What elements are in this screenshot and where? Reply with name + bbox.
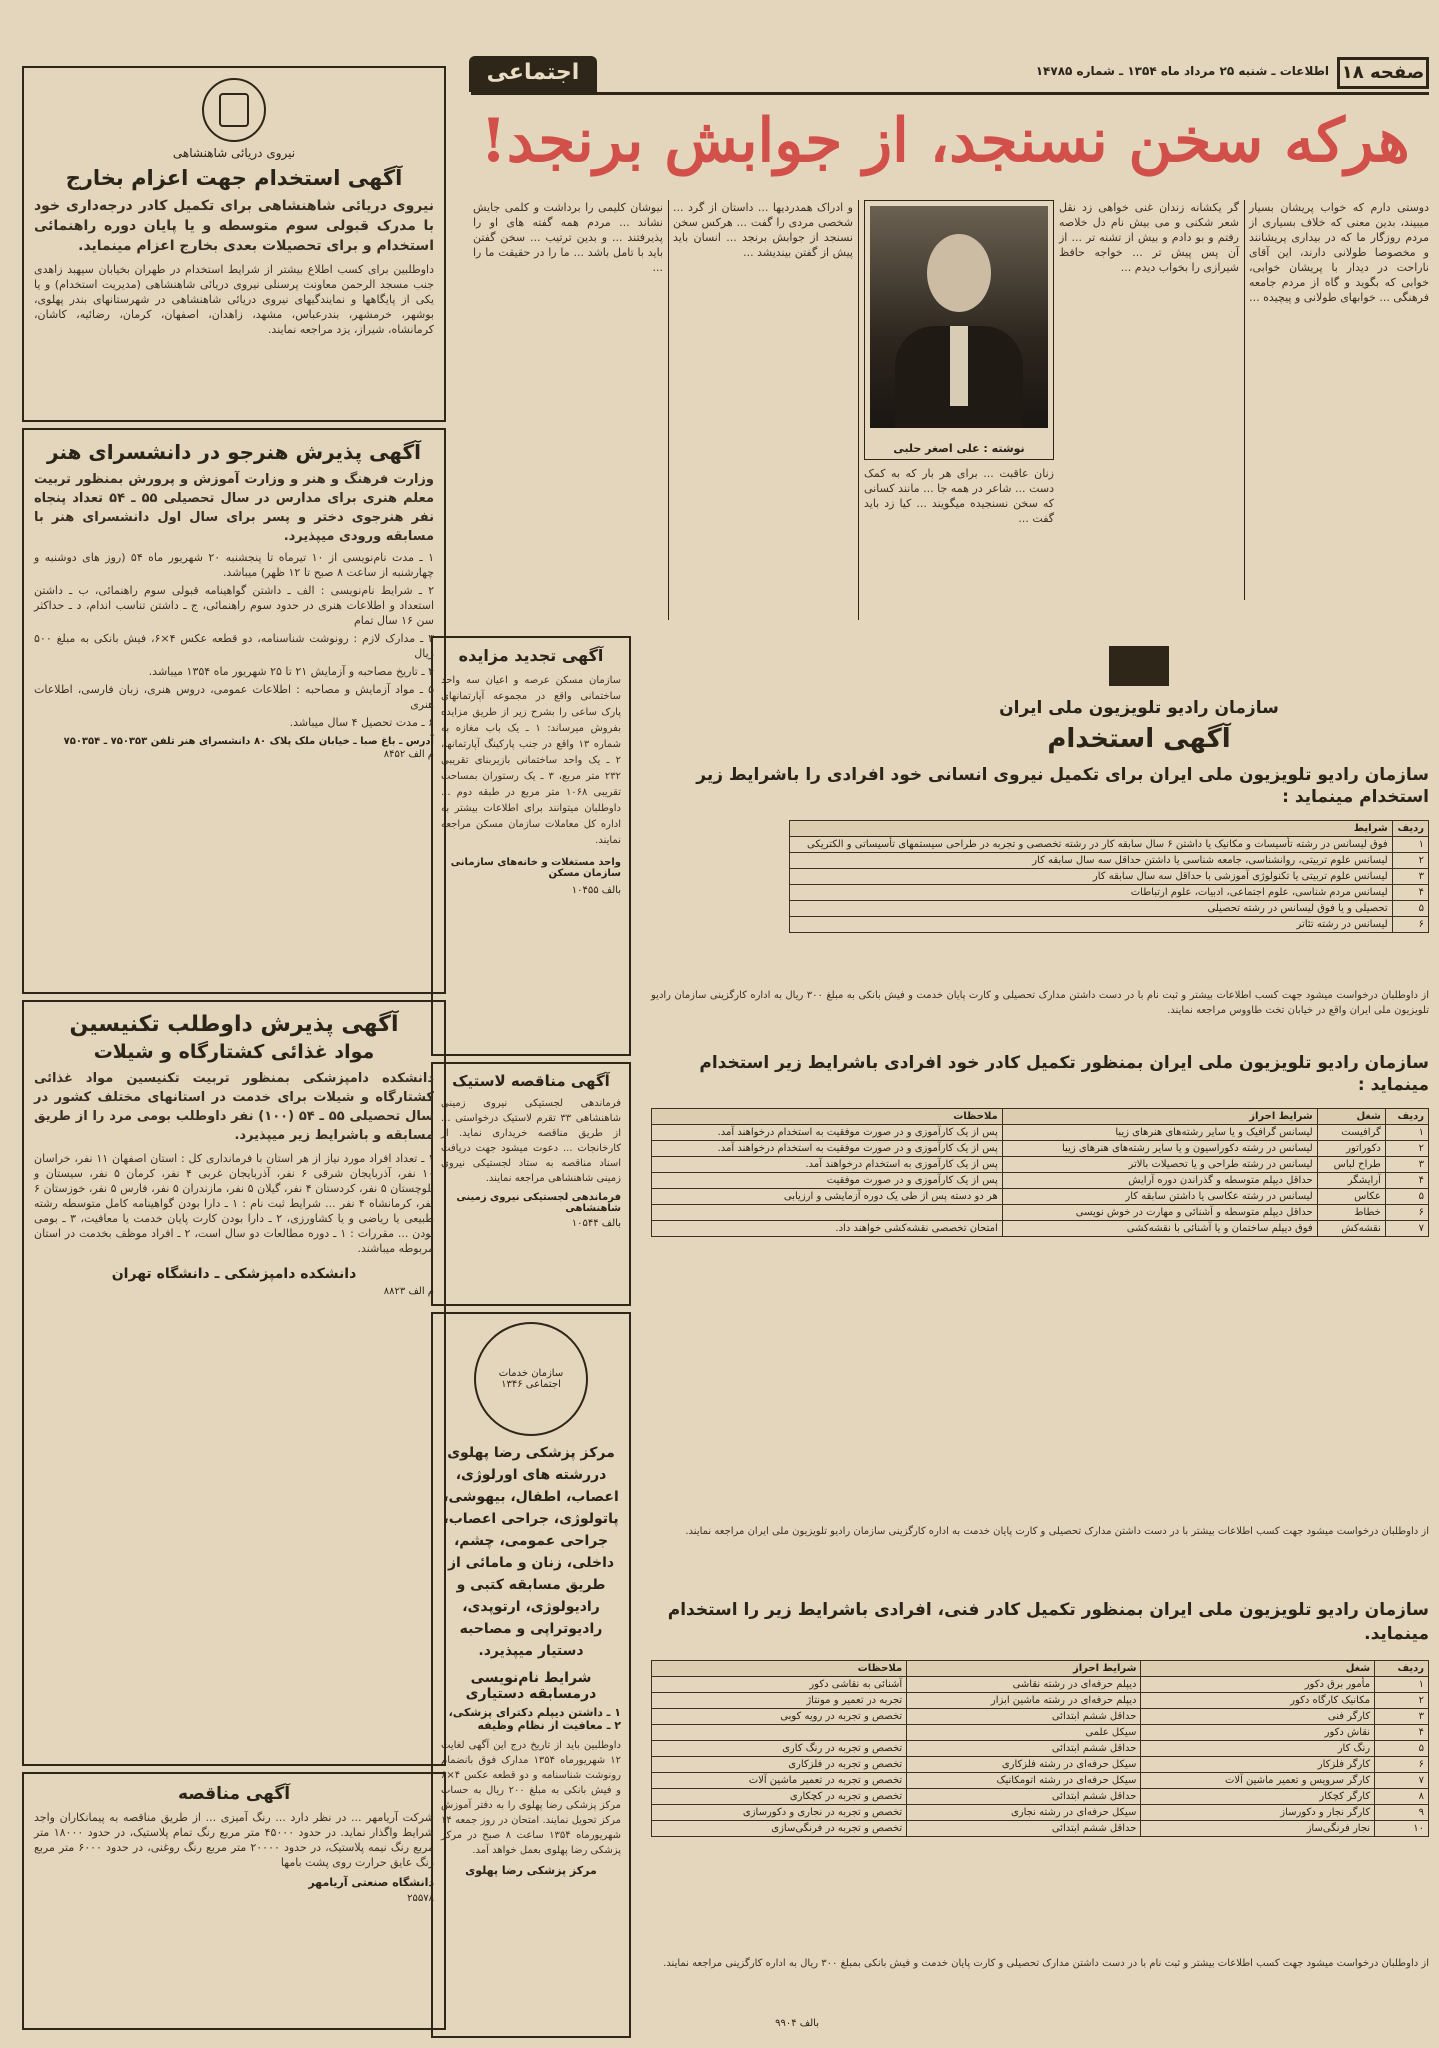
vet-code: م الف ۸۸۲۳	[383, 1286, 434, 1297]
table-row	[652, 1205, 1429, 1221]
radio-tv-title: آگهی استخدام	[1047, 724, 1231, 754]
table-row	[652, 1789, 1429, 1805]
table-cell: ۳	[1392, 869, 1428, 885]
table-cell: حداقل ششم ابتدائی	[907, 1709, 1141, 1725]
table-row	[652, 1221, 1429, 1237]
table-cell: مکانیک کارگاه دکور	[1141, 1693, 1375, 1709]
table-cell: طراح لباس	[1317, 1157, 1385, 1173]
article-col-1: دوستی دارم که خواب پریشان بسیار میبیند، بدین معنی که خلاف بسیاری از مردم روزگار ما که در بیداری پریشانند و مخصوصا طولانی دارند، این آقای ناراحت در دیدار با پریشان خوابی، خوابی که بگوید و گاه از مردم جامعه فرهنگی ... خوابهای طولانی و پیچیده ...	[1249, 201, 1429, 304]
table-cell: تخصص و تجربه در تعمیر ماشین آلات	[652, 1773, 907, 1789]
art-college-items	[34, 550, 434, 730]
article-col-2: گر یکشانه زندان غنی خواهی زد نقل شعر شکنی و می بیش نام دل خلاصه رفتم و بو دادم و بیش از تشنه تر ... از آن پس پیش تر ... خواجه حافظ شیرازی را بخواب دیدم ...	[1059, 201, 1239, 274]
article-col-4: و ادراک همدردیها ... داستان از گرد ... شخصی مردی را گفت ... هرکس سخن نسنجد از جوابش برنجد ... انسان باید پیش از گفتن بیندیشد ...	[673, 201, 853, 259]
radio-tv-org: سازمان رادیو تلویزیون ملی ایران	[999, 698, 1279, 718]
table-header-cell: شرایط احراز	[907, 1661, 1141, 1677]
table-cell: حداقل دیپلم متوسطه و گذراندن دوره آرایش	[1002, 1173, 1317, 1189]
medical-req-title: شرایط نام‌نویسی درمسابقه دستیاری	[465, 1670, 597, 1702]
table-cell: حداقل ششم ابتدائی	[907, 1821, 1141, 1837]
article-col-3: زنان عاقبت ... برای هر بار که به کمک دست ... شاعر در همه جا ... مانند کسانی که سخن نسنجیده میگویند ... کیا زد باید گفت ...	[864, 467, 1054, 525]
table-cell: ۴	[1375, 1725, 1429, 1741]
table-cell: ۹	[1375, 1805, 1429, 1821]
table-row	[790, 837, 1429, 853]
medical-seal	[474, 1322, 588, 1436]
radio-tv-logo	[1109, 646, 1169, 686]
table-header-cell: شرایط احراز	[1002, 1109, 1317, 1125]
table-row	[652, 1757, 1429, 1773]
table-cell: لیسانس علوم تربیتی، روانشناسی، جامعه شناسی یا داشتن حداقل سه سال سابقه کار	[790, 853, 1393, 869]
table-cell: لیسانس در رشته تئاتر	[790, 917, 1393, 933]
table-cell: ۱	[1392, 837, 1428, 853]
section-label: اجتماعی	[469, 56, 597, 92]
navy-title: آگهی استخدام جهت اعزام بخارج	[65, 166, 403, 190]
art-college-item: ۳ ـ مدارک لازم : رونوشت شناسنامه، دو قطعه عکس ۴×۶، فیش بانکی به مبلغ ۵۰۰ ریال	[34, 632, 434, 660]
art-college-title: آگهی پذیرش هنرجو در دانشسرای هنر	[47, 440, 421, 464]
table-cell: تحصیلی و یا فوق لیسانس در رشته تحصیلی	[790, 901, 1393, 917]
radio-tv-table-2	[651, 1108, 1429, 1237]
table-cell: تخصص و تجربه در نجاری و دکورسازی	[652, 1805, 907, 1821]
table-row	[652, 1125, 1429, 1141]
table-cell: لیسانس گرافیک و یا سایر رشته‌های هنرهای زیبا	[1002, 1125, 1317, 1141]
table-cell: تخصص و تجربه در فلزکاری	[652, 1757, 907, 1773]
table-cell: لیسانس در رشته دکوراسیون و یا سایر رشته‌های هنرهای زیبا	[1002, 1141, 1317, 1157]
table-cell: ۸	[1375, 1789, 1429, 1805]
vet-title: آگهی پذیرش داوطلب تکنیسین	[69, 1012, 399, 1037]
auction-title: آگهی تجدید مزایده	[458, 646, 604, 665]
table-cell: پس از یک کارآموزی به استخدام درخواهند آمد.	[652, 1157, 1003, 1173]
radio-tv-note-1: از داوطلبان درخواست میشود جهت کسب اطلاعات بیشتر و ثبت نام با در دست داشتن مدارک تحصیلی و کارت پایان خدمت و فیش بانکی به مبلغ ۳۰۰ ریال به اداره کارگزینی سازمان رادیو تلویزیون ملی ایران واقع در خیابان تخت طاووس مراجعه نمایند.	[651, 990, 1429, 1016]
article-byline: نوشته : علی اصغر حلبی	[893, 442, 1025, 455]
table-cell: ۷	[1375, 1773, 1429, 1789]
table-cell: تخصص و تجربه در رویه کوبی	[652, 1709, 907, 1725]
table-row	[790, 917, 1429, 933]
plastic-tender-body: فرماندهی لجستیکی نیروی زمینی شاهنشاهی ۳۳ تقرم لاستیک درخواستی ... از طریق مناقصه خریداری نماید. از کارخانجات ... دعوت میشود جهت دریافت اسناد مناقصه به ستاد لجستیکی نیروی زمینی شاهنشاهی مراجعه نمایند.	[441, 1098, 621, 1184]
table-cell: لیسانس در رشته عکاسی یا داشتن سابقه کار	[1002, 1189, 1317, 1205]
table-cell: تجربه در تعمیر و مونتاژ	[652, 1693, 907, 1709]
vet-lead: دانشکده دامپزشکی بمنظور تربیت تکنیسین مواد غذائی کشتارگاه و شیلات برای خدمت در استانهای مختلف کشور در سال تحصیلی ۵۵ ـ ۵۴ (۱۰۰) نفر داوطلب بومی مرد را از طریق مسابقه و باشرایط زیر میپذیرد.	[34, 1071, 435, 1143]
table-cell: ۵	[1375, 1741, 1429, 1757]
radio-tv-code: بالف ۹۹۰۴	[775, 2018, 819, 2029]
radio-tv-note-2: از داوطلبان درخواست میشود جهت کسب اطلاعات بیشتر با در دست داشتن مدارک تحصیلی و کارت پایان خدمت به اداره کارگزینی سازمان رادیو تلویزیون ملی ایران مراجعه نمایند.	[685, 1526, 1429, 1537]
art-college-item: ۲ ـ شرایط نام‌نویسی : الف ـ داشتن گواهینامه قبولی سوم راهنمائی، ب ـ داشتن استعداد و اطلاعات هنری در حدود سوم راهنمائی، ج ـ داشتن تناسب اندام، د ـ حداکثر سن ۱۶ سال تمام	[34, 584, 434, 627]
table-row	[652, 1677, 1429, 1693]
medical-center-ad	[431, 1312, 631, 2038]
medical-body: داوطلبین باید از تاریخ درج این آگهی لغایت ۱۲ شهریورماه ۱۳۵۴ مدارک فوق بانضمام رونوشت شناسنامه و دو قطعه عکس ۴×۶ و فیش بانکی به مبلغ ۲۰۰ ریال به حساب مرکز پزشکی رضا پهلوی را به دفتر آموزش مرکز تحویل نمایند. امتحان در روز جمعه ۱۴ شهریورماه ۱۳۵۴ ساعت ۸ صبح در مرکز پزشکی رضا پهلوی بعمل خواهد آمد.	[441, 1740, 621, 1856]
table-cell: عکاس	[1317, 1189, 1385, 1205]
table-cell	[652, 1205, 1003, 1221]
art-college-item: ۴ ـ تاریخ مصاحبه و آزمایش ۲۱ تا ۲۵ شهریور ماه ۱۳۵۴ میباشد.	[148, 665, 434, 678]
table-cell: ۲	[1385, 1141, 1428, 1157]
table-cell: ۱	[1385, 1125, 1428, 1141]
table-cell: پس از یک کارآموزی و در صورت موفقیت	[652, 1173, 1003, 1189]
vet-footer: دانشکده دامپزشکی ـ دانشگاه تهران	[111, 1266, 357, 1282]
vet-school-ad	[22, 1000, 446, 1766]
vet-body: ۱ ـ تعداد افراد مورد نیاز از هر استان با فرمانداری کل : استان اصفهان ۱۱ نفر، خراسان ۱۰ نفر، آذربایجان شرقی ۶ نفر، آذربایجان غربی ۴ نفر، کرمان ۵ نفر، سیستان و بلوچستان ۵ نفر، کردستان ۴ نفر، گیلان ۵ نفر، مازندران ۵ نفر، فارس ۵ نفر، خوزستان ۶ نفر، کرمانشاه ۴ نفر ... شرایط ثبت نام : ۱ ـ دارا بودن گواهینامه کامل متوسطه رشته طبیعی یا ریاضی و یا کشاورزی، ۲ ـ دارا بودن کارت پایان خدمت یا معافیت، ۳ ـ بومی بودن ... مقررات : ۱ ـ دوره مطالعات دو سال است، ۲ ـ افراد موظف بخدمت در استان مربوطه میباشند.	[34, 1152, 435, 1255]
table-row	[790, 869, 1429, 885]
table-cell: ۶	[1385, 1205, 1428, 1221]
table-cell: تخصص و تجربه در کچکاری	[652, 1789, 907, 1805]
table-cell: لیسانس علوم تربیتی یا تکنولوژی آموزشی با حداقل سه سال سابقه کار	[790, 869, 1393, 885]
table-cell: کارگر سرویس و تعمیر ماشین آلات	[1141, 1773, 1375, 1789]
medical-seal-text: سازمان خدمات اجتماعی ۱۳۴۶	[498, 1368, 564, 1390]
table-cell: لیسانس مردم شناسی، علوم اجتماعی، ادبیات، علوم ارتباطات	[790, 885, 1393, 901]
navy-lead: نیروی دریائی شاهنشاهی برای تکمیل کادر درجه‌داری خود با مدرک قبولی سوم متوسطه و یا پایان دوره راهنمائی استخدام و برای تحصیلات بعدی بخارج اعزام مینماید.	[34, 198, 434, 254]
author-portrait	[870, 206, 1048, 428]
table-cell: دیپلم حرفه‌ای در رشته ماشین ابزار	[907, 1693, 1141, 1709]
radio-tv-lead: سازمان رادیو تلویزیون ملی ایران برای تکمیل نیروی انسانی خود افرادی را باشرایط زیر استخدام مینماید :	[696, 765, 1429, 807]
auction-code: بالف ۱۰۴۵۵	[571, 885, 621, 896]
table-cell: حداقل ششم ابتدائی	[907, 1741, 1141, 1757]
table-cell: ۴	[1392, 885, 1428, 901]
table-row	[652, 1821, 1429, 1837]
table-header-cell: شرایط	[790, 821, 1393, 837]
table-cell: نجار فرنگی‌ساز	[1141, 1821, 1375, 1837]
art-college-item: ۶ ـ مدت تحصیل ۴ سال میباشد.	[289, 716, 434, 729]
table-cell: دکوراتور	[1317, 1141, 1385, 1157]
vet-subtitle: مواد غذائی کشتارگاه و شیلات	[93, 1041, 375, 1063]
art-college-code: م الف ۸۴۵۲	[383, 749, 434, 760]
table-row	[652, 1741, 1429, 1757]
table-cell: دیپلم حرفه‌ای در رشته نقاشی	[907, 1677, 1141, 1693]
table-row	[652, 1141, 1429, 1157]
table-cell: هر دو دسته پس از طی یک دوره آزمایشی و ارزیابی	[652, 1189, 1003, 1205]
table-cell: ۶	[1375, 1757, 1429, 1773]
table-cell: سیکل حرفه‌ای در رشته نجاری	[907, 1805, 1141, 1821]
table-cell: سیکل حرفه‌ای در رشته فلزکاری	[907, 1757, 1141, 1773]
table-header-cell: ردیف	[1392, 821, 1428, 837]
table-cell: رنگ کار	[1141, 1741, 1375, 1757]
table-row	[652, 1189, 1429, 1205]
table-cell: فوق دیپلم ساختمان و یا آشنائی با نقشه‌کشی	[1002, 1221, 1317, 1237]
table-cell: کارگر کچکار	[1141, 1789, 1375, 1805]
table-row	[790, 885, 1429, 901]
tender-title: آگهی مناقصه	[177, 1784, 291, 1804]
art-college-ad	[22, 428, 446, 994]
table-cell: تخصص و تجربه در رنگ کاری	[652, 1741, 907, 1757]
table-cell: ۱	[1375, 1677, 1429, 1693]
table-row	[652, 1173, 1429, 1189]
art-college-item: ۱ ـ مدت نام‌نویسی از ۱۰ تیرماه تا پنجشنبه ۲۰ شهریور ماه ۵۴ (روز های دوشنبه و چهارشنبه از ساعت ۸ صبح تا ۱۲ ظهر) میباشد.	[34, 551, 434, 579]
table-cell: ۳	[1375, 1709, 1429, 1725]
radio-tv-table-3	[651, 1660, 1429, 1837]
medical-title: مرکز پزشکی رضا پهلوی دررشته های اورلوژی، اعصاب، اطفال، بیهوشی، پاتولوژی، جراحی اعصاب، جراحی عمومی، چشم، داخلی، زنان و مامائی از طریق مسابقه کتبی و رادیولوژی، ارتوپدی، رادیوتراپی و مصاحبه دستیار میپذیرد.	[443, 1445, 619, 1659]
table-header-cell: ردیف	[1385, 1109, 1428, 1125]
table-cell: آشنائی به نقاشی دکور	[652, 1677, 907, 1693]
auction-footer: واحد مستغلات و خانه‌های سازمانی سازمان مسکن	[450, 857, 621, 879]
table-cell: سیکل حرفه‌ای در رشته اتومکانیک	[907, 1773, 1141, 1789]
table-cell: حداقل ششم ابتدائی	[907, 1789, 1141, 1805]
table-cell: تخصص و تجربه در فرنگی‌سازی	[652, 1821, 907, 1837]
table-cell: ۵	[1385, 1189, 1428, 1205]
table-header-cell: ملاحظات	[652, 1109, 1003, 1125]
table-cell: نقشه‌کش	[1317, 1221, 1385, 1237]
table-cell: پس از یک کارآموزی و در صورت موفقیت به استخدام درخواهند آمد.	[652, 1141, 1003, 1157]
table-cell: حداقل دیپلم متوسطه و آشنائی و مهارت در خوش نویسی	[1002, 1205, 1317, 1221]
table-cell: ۶	[1392, 917, 1428, 933]
medical-footer: مرکز پزشکی رضا پهلوی	[465, 1864, 597, 1877]
author-photo-frame	[864, 200, 1054, 460]
table-row	[652, 1725, 1429, 1741]
plastic-tender-code: بالف ۱۰۵۴۴	[571, 1218, 621, 1229]
plastic-tender-ad	[431, 1062, 631, 1306]
art-college-lead: وزارت فرهنگ و هنر و وزارت آموزش و پرورش بمنظور تربیت معلم هنری برای مدارس در سال تحصیلی ۵۵ ـ ۵۴ تعداد پنجاه نفر هنرجوی دختر و پسر برای سال اول دانشسرای هنر با مسابقه ورودی میپذیرد.	[34, 472, 434, 544]
table-row	[652, 1709, 1429, 1725]
art-college-item: ۵ ـ مواد آزمایش و مصاحبه : اطلاعات عمومی، دروس هنری، زبان فارسی، اطلاعات هنری	[34, 683, 434, 711]
tender-ad	[22, 1772, 446, 2030]
table-row	[790, 853, 1429, 869]
navy-emblem	[202, 78, 266, 142]
table-cell: ۵	[1392, 901, 1428, 917]
table-cell: کارگر نجار و دکورساز	[1141, 1805, 1375, 1821]
page-label: صفحه ۱۸	[1337, 57, 1429, 89]
table-cell: ۲	[1375, 1693, 1429, 1709]
navy-body: داوطلبین برای کسب اطلاع بیشتر از شرایط استخدام در طهران بخیابان سپهبد زاهدی جنب مسجد الرحمن معاونت پرسنلی نیروی دریائی شاهنشاهی (مدیریت استخدام) و یا یکی از پایگاهها و نمایندگیهای نیروی دریائی شاهنشاهی در شهرستانهای بندر پهلوی، بوشهر، خرمشهر، بندرعباس، مشهد، زاهدان، اصفهان، کرمان، رضائیه، کاشان، کرمانشاه، شیراز، یزد مراجعه نمایند.	[34, 263, 434, 336]
table-header-cell: ملاحظات	[652, 1661, 907, 1677]
art-college-address: آدرس ـ باغ صبا ـ خیابان ملک پلاک ۸۰ دانشسرای هنر تلفن ۷۵۰۳۵۳ ـ ۷۵۰۳۵۴	[63, 736, 434, 747]
table-cell: پس از یک کارآموزی و در صورت موفقیت به استخدام درخواهند آمد.	[652, 1125, 1003, 1141]
table-cell: امتحان تخصصی نقشه‌کشی خواهند داد.	[652, 1221, 1003, 1237]
table-cell: فوق لیسانس در رشته تأسیسات و مکانیک یا داشتن ۶ سال سابقه کار در رشته تخصصی و تجربه در طراحی سیستمهای تأسیساتی و الکتریکی	[790, 837, 1393, 853]
table-row	[790, 901, 1429, 917]
tender-body: شرکت آریامهر ... در نظر دارد ... رنگ آمیزی ... از طریق مناقصه به پیمانکاران واجد شرایط واگذار نماید. در حدود ۴۵۰۰۰ متر مربع رنگ تمام پلاستیک، در حدود ۱۸۰۰۰ متر مربع رنگ نیمه پلاستیک، در حدود ۲۰۰۰۰ متر مربع رنگ روغنی، در حدود ۶۰۰۰ متر مربع رنگ عایق حرارت روی پشت بامها	[34, 1811, 434, 1869]
radio-tv-lead-3: سازمان رادیو تلویزیون ملی ایران بمنظور تکمیل کادر فنی، افرادی باشرایط زیر را استخدام مینماید.	[667, 1600, 1429, 1644]
radio-tv-lead-2: سازمان رادیو تلویزیون ملی ایران بمنظور تکمیل کادر خود افرادی باشرایط زیر استخدام مینماید :	[699, 1053, 1429, 1095]
article-col-5: نیوشان کلیمی را برداشت و کلمی جایش نشاند ... مردم همه گفته های او را پذیرفتند ... و بدین ترتیب ... سخن گفتن باید با تامل باشد ... ما را در حقیقت ما را ...	[473, 201, 663, 274]
plastic-tender-footer: فرماندهی لجستیکی نیروی زمینی شاهنشاهی	[456, 1192, 621, 1214]
main-headline: هرکه سخن نسنجد، از جوابش برنجد!	[480, 106, 1410, 176]
table-row	[652, 1773, 1429, 1789]
table-cell: لیسانس در رشته طراحی و یا تحصیلات بالاتر	[1002, 1157, 1317, 1173]
table-cell: ۷	[1385, 1221, 1428, 1237]
table-cell: کارگر فنی	[1141, 1709, 1375, 1725]
table-row	[652, 1693, 1429, 1709]
table-cell: ۲	[1392, 853, 1428, 869]
table-header-cell: شغل	[1141, 1661, 1375, 1677]
table-header-cell: شغل	[1317, 1109, 1385, 1125]
table-cell: آرایشگر	[1317, 1173, 1385, 1189]
tender-footer: دانشگاه صنعتی آریامهر	[308, 1876, 434, 1889]
table-cell: گرافیست	[1317, 1125, 1385, 1141]
issue-line: اطلاعات ـ شنبه ۲۵ مرداد ماه ۱۳۵۴ ـ شماره ۱۴۷۸۵	[1035, 64, 1329, 78]
navy-org: نیروی دریائی شاهنشاهی	[172, 146, 296, 160]
table-cell: ۱۰	[1375, 1821, 1429, 1837]
table-cell: کارگر فلزکار	[1141, 1757, 1375, 1773]
table-header-cell: ردیف	[1375, 1661, 1429, 1677]
masthead-rule	[471, 92, 1429, 95]
table-cell: ۴	[1385, 1173, 1428, 1189]
table-cell: ۳	[1385, 1157, 1428, 1173]
auction-body: سازمان مسکن عرصه و اعیان سه واحد ساختمانی واقع در مجموعه آپارتمانهای پارک ساعی را بشرح زیر از طریق مزایده بفروش میرساند: ۱ ـ یک باب مغازه به شماره ۱۳ واقع در جنب پارکینگ آپارتمانها، ۲ ـ یک واحد ساختمانی بازیربنای تقریبی ۲۳۲ متر مربع، ۳ ـ یک رستوران بمساحت تقریبی ۱۰۶۸ متر مربع در طبقه دوم ... داوطلبان میتوانند برای اطلاعات بیشتر به اداره کل معاملات سازمان مسکن مراجعه نمایند.	[441, 675, 621, 846]
medical-req: ۱ ـ داشتن دیپلم دکترای پزشکی، ۲ ـ معافیت از نظام وظیفه	[448, 1706, 621, 1732]
table-row	[652, 1805, 1429, 1821]
table-cell: نقاش دکور	[1141, 1725, 1375, 1741]
radio-tv-table-1	[789, 820, 1429, 933]
table-cell: مأمور برق دکور	[1141, 1677, 1375, 1693]
plastic-tender-title: آگهی مناقصه لاستیک	[452, 1072, 610, 1090]
table-cell: سیکل علمی	[907, 1725, 1141, 1741]
table-row	[652, 1157, 1429, 1173]
table-cell	[652, 1725, 907, 1741]
auction-ad	[431, 636, 631, 1056]
tender-code: ۲۵۵۷۸	[407, 1893, 434, 1904]
radio-tv-note-3: از داوطلبان درخواست میشود جهت کسب اطلاعات بیشتر و ثبت نام با در دست داشتن مدارک تحصیلی و کارت پایان خدمت و فیش بانکی بمبلغ ۳۰۰ ریال به اداره کارگزینی مراجعه نمایند.	[663, 1958, 1429, 1969]
navy-ad	[22, 66, 446, 422]
table-cell: خطاط	[1317, 1205, 1385, 1221]
